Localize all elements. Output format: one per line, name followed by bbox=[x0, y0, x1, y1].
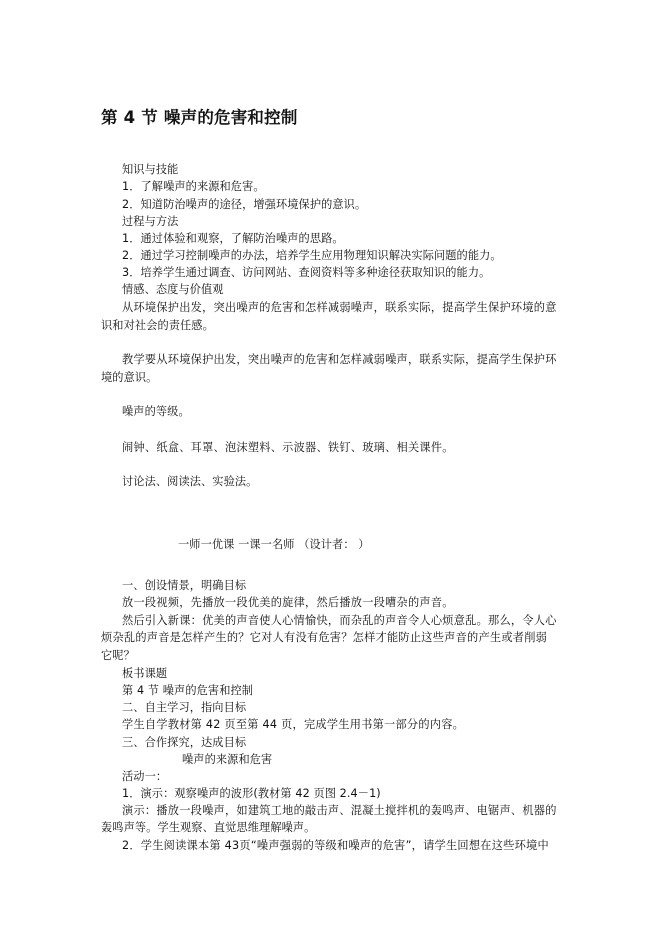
text-line: 第 4 节 噪声的危害和控制 bbox=[122, 684, 254, 697]
text-line: 3．培养学生通过调查、访问网站、查阅资料等多种途径获取知识的能力。 bbox=[122, 266, 491, 279]
text-line: 闹钟、纸盒、耳罩、泡沫塑料、示波器、铁钉、玻璃、相关课件。 bbox=[122, 441, 454, 454]
text-line: 1．通过体验和观察，了解防治噪声的思路。 bbox=[122, 232, 344, 245]
text-line: 板书课题 bbox=[122, 667, 168, 680]
text-line: 知识与技能 bbox=[122, 163, 179, 176]
text-line: 它呢？ bbox=[101, 649, 135, 662]
text-line: 识和对社会的责任感。 bbox=[101, 319, 214, 332]
text-line: 然后引入新课：优美的声音使人心情愉快，而杂乱的声音令人心烦意乱。那么，令人心 bbox=[122, 614, 557, 627]
text-line: 活动一： bbox=[122, 770, 168, 783]
text-line: 噪声的等级。 bbox=[122, 405, 190, 418]
text-line: 2．通过学习控制噪声的办法，培养学生应用物理知识解决实际问题的能力。 bbox=[122, 249, 502, 262]
section-title: 第 4 节 噪声的危害和控制 bbox=[101, 108, 298, 127]
text-line: 二、自主学习，指向目标 bbox=[122, 701, 247, 714]
text-line: 教学要从环境保护出发，突出噪声的危害和怎样减弱噪声，联系实际，提高学生保护环 bbox=[122, 353, 557, 366]
text-line: 一师一优课 一课一名师 （设计者： ） bbox=[178, 538, 370, 551]
text-line: 轰鸣声等。学生观察、直觉思维理解噪声。 bbox=[101, 821, 316, 834]
text-line: 1．了解噪声的来源和危害。 bbox=[122, 180, 265, 193]
text-line: 讨论法、阅读法、实验法。 bbox=[122, 475, 258, 488]
text-line: 情感、态度与价值观 bbox=[122, 283, 224, 296]
text-line: 放一段视频，先播放一段优美的旋律，然后播放一段嘈杂的声音。 bbox=[122, 596, 454, 609]
text-line: 从环境保护出发，突出噪声的危害和怎样减弱噪声，联系实际，提高学生保护环境的意 bbox=[122, 301, 557, 314]
text-line: 演示：播放一段噪声，如建筑工地的敲击声、混凝土搅拌机的轰鸣声、电锯声、机器的 bbox=[122, 804, 557, 817]
text-line: 2．学生阅读课本第 43页“噪声强弱的等级和噪声的危害”，请学生回想在这些环境中 bbox=[122, 839, 549, 852]
text-line: 烦杂乱的声音是怎样产生的？它对人有没有危害？怎样才能防止这些声音的产生或者削弱 bbox=[101, 631, 548, 644]
text-line: 过程与方法 bbox=[122, 215, 179, 228]
text-line: 2．知道防治噪声的途径，增强环境保护的意识。 bbox=[122, 198, 367, 211]
text-line: 学生自学教材第 42 页至第 44 页，完成学生用书第一部分的内容。 bbox=[122, 718, 465, 731]
text-line: 一、创设情景，明确目标 bbox=[122, 579, 247, 592]
text-line: 1．演示：观察噪声的波形(教材第 42 页图 2.4－1) bbox=[122, 787, 381, 800]
text-line: 三、合作探究，达成目标 bbox=[122, 736, 247, 749]
text-line: 境的意识。 bbox=[101, 371, 158, 384]
text-line: 噪声的来源和危害 bbox=[182, 753, 273, 766]
